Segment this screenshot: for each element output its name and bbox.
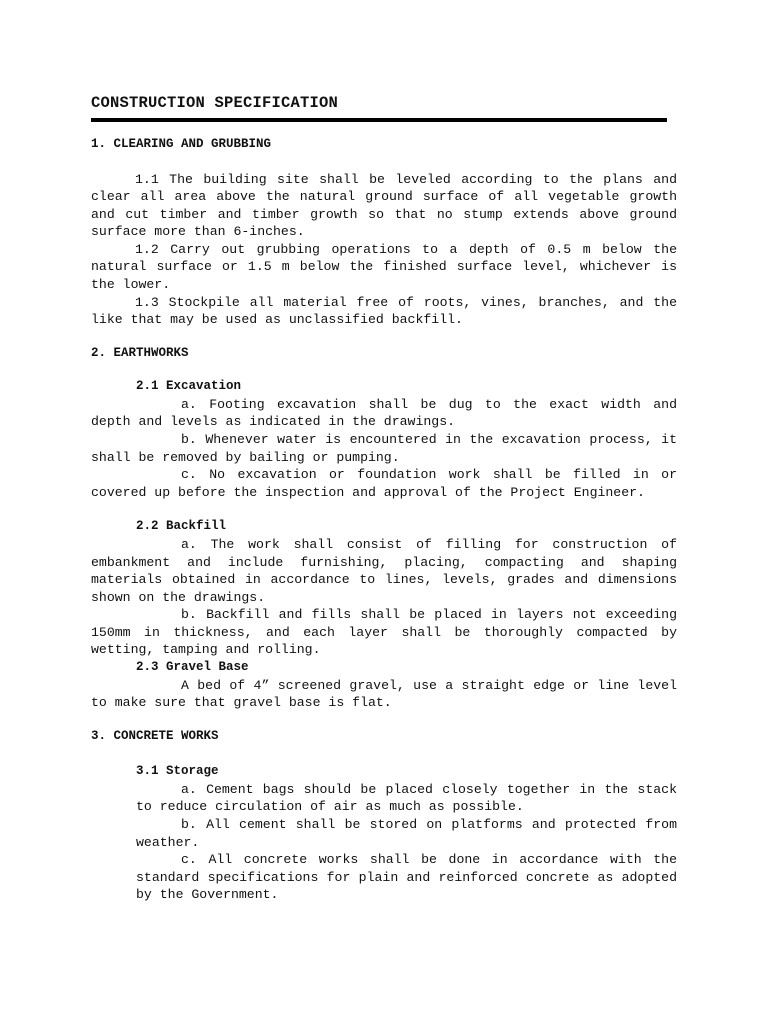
storage-block — [91, 763, 677, 904]
section-heading-earthworks: 2. EARTHWORKS — [91, 345, 189, 360]
page-title: CONSTRUCTION SPECIFICATION — [91, 94, 339, 112]
paragraph-1-2: 1.2 Carry out grubbing operations to a depth of 0.5 m below the natural surface or 1.5 m below the finished surface level, whichever is the lower. — [91, 241, 677, 293]
paragraph-1-3: 1.3 Stockpile all material free of roots, vines, branches, and the like that may be used as unclassified backfill. — [91, 294, 677, 328]
document-page — [91, 92, 677, 904]
excavation-item-b: b. Whenever water is encountered in the excavation process, it shall be removed by bailing or pumping. — [91, 432, 677, 465]
excavation-item-a: a. Footing excavation shall be dug to the exact width and depth and levels as indicated in the drawings. — [91, 396, 677, 430]
backfill-item-a: a. The work shall consist of filling for construction of embankment and include furnishing, placing, compacting and shaping materials obtained in accordance to lines, levels, grades and dimensions shown on the drawings. — [91, 536, 677, 605]
section-heading-clearing: 1. CLEARING AND GRUBBING — [91, 137, 272, 151]
subsection-heading-gravel-base: 2.3 Gravel Base — [136, 660, 249, 675]
subsection-heading-backfill: 2.2 Backfill — [136, 519, 227, 534]
backfill-item-b: b. Backfill and fills shall be placed in layers not exceeding 150mm in thickness, and each layer shall be thoroughly compacted by wetting, tamping and rolling. — [91, 607, 677, 658]
subsection-heading-excavation: 2.1 Excavation — [136, 379, 242, 394]
gravel-base-item: A bed of 4” screened gravel, use a straight edge or line level to make sure that gravel base is flat. — [91, 677, 677, 711]
storage-item-a: a. Cement bags should be placed closely together in the stack to reduce circulation of air as much as possible. — [136, 781, 677, 815]
subsection-heading-storage: 3.1 Storage — [136, 764, 219, 779]
paragraph-1-1: 1.1 The building site shall be leveled according to the plans and clear all area above the natural ground surface of all vegetable growth and cut timber and timber growth so that no stump extends above ground surface more than 6-inches. — [91, 171, 677, 240]
storage-item-b: b. All cement shall be stored on platforms and protected from weather. — [136, 816, 677, 850]
excavation-item-c: c. No excavation or foundation work shall be filled in or covered up before the inspection and approval of the Project Engineer. — [91, 467, 677, 500]
storage-item-c: c. All concrete works shall be done in accordance with the standard specifications for plain and reinforced concrete as adopted by the Government. — [136, 852, 677, 903]
section-heading-concrete-works: 3. CONCRETE WORKS — [91, 728, 219, 743]
